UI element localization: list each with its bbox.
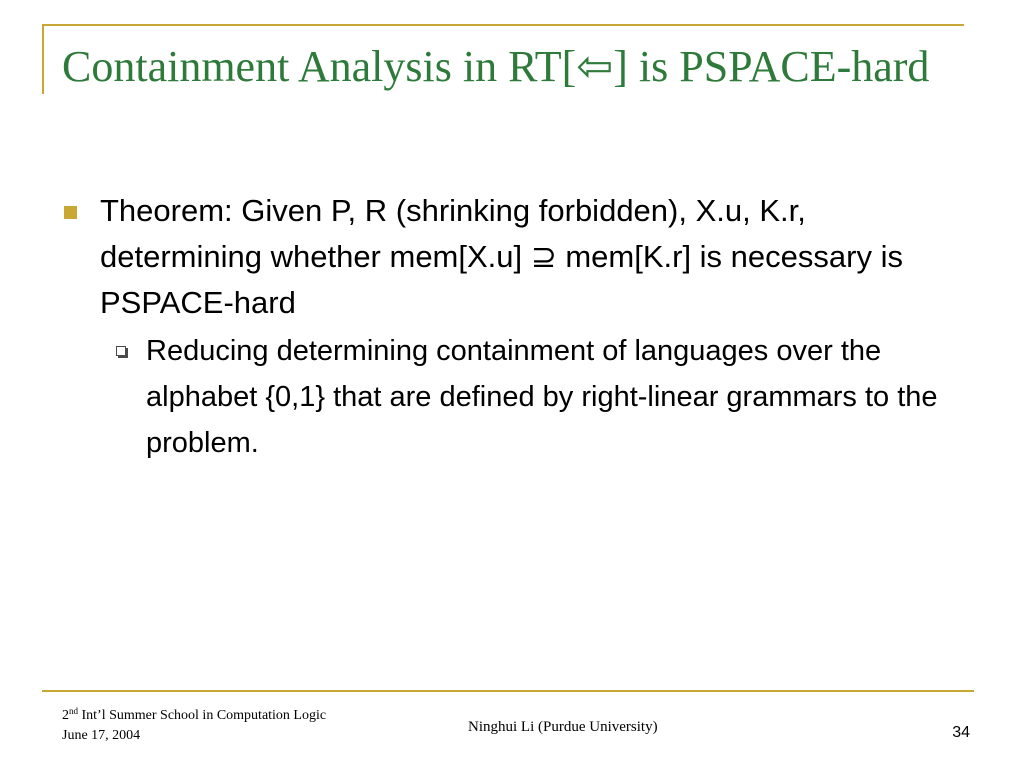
event-ordinal-suffix: nd: [69, 706, 78, 716]
footer-author: Ninghui Li (Purdue University): [468, 719, 658, 735]
left-arrow-symbol: ⇦: [576, 42, 614, 91]
title-suffix: ] is PSPACE-hard: [613, 42, 930, 91]
event-ordinal: 2: [62, 708, 69, 723]
frame-left-rule: [42, 24, 44, 94]
event-name: Int’l Summer School in Computation Logic: [78, 708, 327, 723]
bullet-theorem: [62, 188, 962, 466]
title-prefix: Containment Analysis in RT[: [62, 42, 577, 91]
page-number: 34: [952, 724, 970, 741]
bullet-theorem-text: Theorem: Given P, R (shrinking forbidden), X.u, K.r, determining whether mem[X.u] ⊇ mem[K.r] is necessary is PSPACE-hard: [100, 193, 903, 320]
footer-date: June 17, 2004: [62, 728, 141, 743]
sub-bullet-list: [100, 328, 962, 466]
sub-bullet-reduction-text: Reducing determining containment of languages over the alphabet {0,1} that are defined by right-linear grammars to the problem.: [146, 335, 938, 459]
hollow-square-bullet-icon: [116, 346, 126, 356]
footer-event: [62, 706, 326, 746]
footer-rule: [42, 690, 974, 692]
frame-top-rule: [42, 24, 964, 26]
square-bullet-icon: [64, 206, 77, 219]
slide-title: [62, 40, 962, 94]
footer-event-name: [62, 706, 326, 726]
bullet-list: [62, 188, 962, 466]
sub-bullet-reduction: [100, 328, 962, 466]
